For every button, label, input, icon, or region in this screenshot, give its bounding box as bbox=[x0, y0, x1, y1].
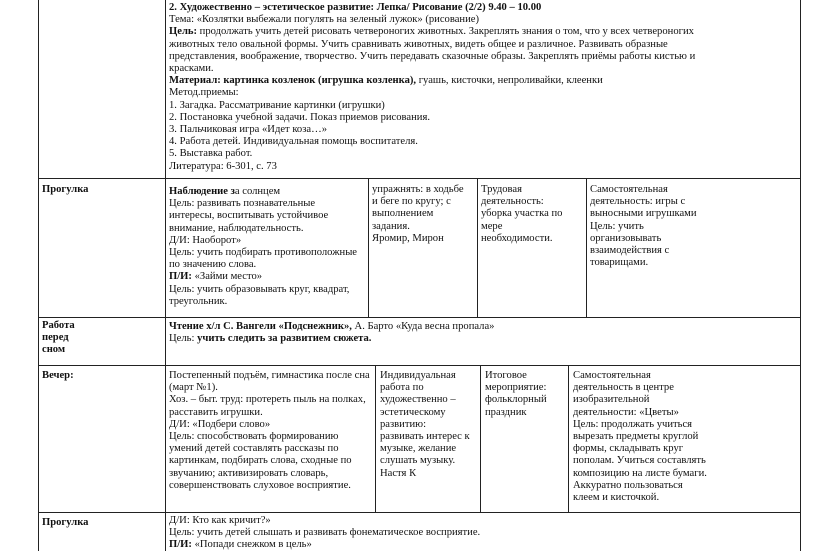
walk1-exercise: упражнять: в ходьбе и беге по кругу; с выполнением задания. Яромир, Мирон bbox=[372, 184, 464, 244]
top-methods-title: Метод.приемы: bbox=[169, 87, 239, 99]
walk1-labor: Трудовая деятельность: уборка участка по мере необходимости. bbox=[481, 184, 563, 244]
grid-line bbox=[477, 178, 478, 317]
grid-line bbox=[568, 365, 569, 512]
grid-line bbox=[480, 365, 481, 512]
top-theme: Тема: «Козлятки выбежали погулять на зеленый лужок» (рисование) bbox=[169, 14, 479, 26]
row-label-walk2: Прогулка bbox=[42, 517, 89, 528]
walk1-independent: Самостоятельная деятельность: игры с выносными игрушками Цель: учить организовывать взаимодействия с товарищами. bbox=[590, 184, 697, 269]
walk2-cell: Д/И: Кто как кричит?» Цель: учить детей слышать и развивать фонематическое восприятие. П/И: «Попади снежком в цель» bbox=[169, 515, 481, 551]
grid-line bbox=[38, 365, 801, 366]
top-goal-line3: представления, воображение, творчество. Учить передавать сказочные образы. Закреплять приёмы работы кистью и bbox=[169, 50, 696, 62]
row-label-evening: Вечер: bbox=[42, 370, 74, 381]
top-goal-line4: красками. bbox=[169, 63, 214, 75]
top-goal: Цель: продолжать учить детей рисовать четвероногих животных. Закреплять знания о том, что у всех четвероногих bbox=[169, 26, 694, 38]
top-method-4: 4. Работа детей. Индивидуальная помощь воспитателя. bbox=[169, 136, 418, 148]
top-heading: 2. Художественно – эстетическое развитие: Лепка/ Рисование (2/2) 9.40 – 10.00 bbox=[169, 2, 542, 13]
evening-individual: Индивидуальная работа по художественно – эстетическому развитию: развивать интерес к музыке, желание слушать музыку. Настя К bbox=[380, 370, 470, 479]
top-method-2: 2. Постановка учебной задачи. Показ приемов рисования. bbox=[169, 111, 430, 123]
grid-line bbox=[38, 512, 801, 513]
top-method-3: 3. Пальчиковая игра «Идет коза…» bbox=[169, 124, 327, 136]
evening-independent: Самостоятельная деятельность в центре изобразительной деятельности: «Цветы» Цель: продолжать учиться вырезать предметы круглой формы, складывать круг пополам. Учиться составлять композицию на листе бумаги. Аккуратно пользоваться клеем и кисточкой. bbox=[573, 370, 707, 504]
grid-line bbox=[586, 178, 587, 317]
grid-line bbox=[800, 0, 801, 551]
grid-line bbox=[368, 178, 369, 317]
top-method-1: 1. Загадка. Рассматривание картинки (игрушки) bbox=[169, 99, 385, 111]
walk1-observation: Наблюдение за солнцем Цель: развивать познавательные интересы, воспитывать устойчивое внимание, наблюдательность. Д/И: Наоборот» Цель: учить подбирать противоположные по значению слова. П/И: «Займи место» Цель: учить образовывать круг, квадрат, треугольник. bbox=[169, 186, 358, 307]
top-goal-line2: животных тело овальной формы. Учить сравнивать животных, видеть общее и различное. Развивать образные bbox=[169, 38, 668, 50]
top-material: Материал: картинка козленок (игрушка козленка), гуашь, кисточки, непроливайки, клеенки bbox=[169, 75, 603, 87]
evening-main: Постепенный подъём, гимнастика после сна (март №1). Хоз. – быт. труд: протереть пыль на полках, расставить игрушки. Д/И: «Подбери слово» Цель: способствовать формированию умений детей составлять рассказы по картинкам, подбирать слова, сходные по звучанию; активизировать словарь, совершенствовать слуховое восприятие. bbox=[169, 370, 370, 491]
top-literature: Литература: 6-301, с. 73 bbox=[169, 160, 277, 172]
top-method-5: 5. Выставка работ. bbox=[169, 148, 253, 160]
grid-line bbox=[38, 317, 801, 318]
grid-line bbox=[38, 0, 39, 551]
row-label-walk1: Прогулка bbox=[42, 184, 89, 195]
grid-line bbox=[165, 0, 166, 551]
row-label-before-sleep: Работа перед сном bbox=[42, 320, 75, 356]
top-cell bbox=[169, 2, 695, 173]
evening-final-event: Итоговое мероприятие: фольклорный праздник bbox=[485, 370, 547, 418]
grid-line bbox=[38, 178, 801, 179]
grid-line bbox=[375, 365, 376, 512]
before-sleep-cell: Чтение х/л С. Вангели «Подснежник», А. Барто «Куда весна пропала» Цель: учить следить за развитием сюжета. bbox=[169, 321, 495, 345]
